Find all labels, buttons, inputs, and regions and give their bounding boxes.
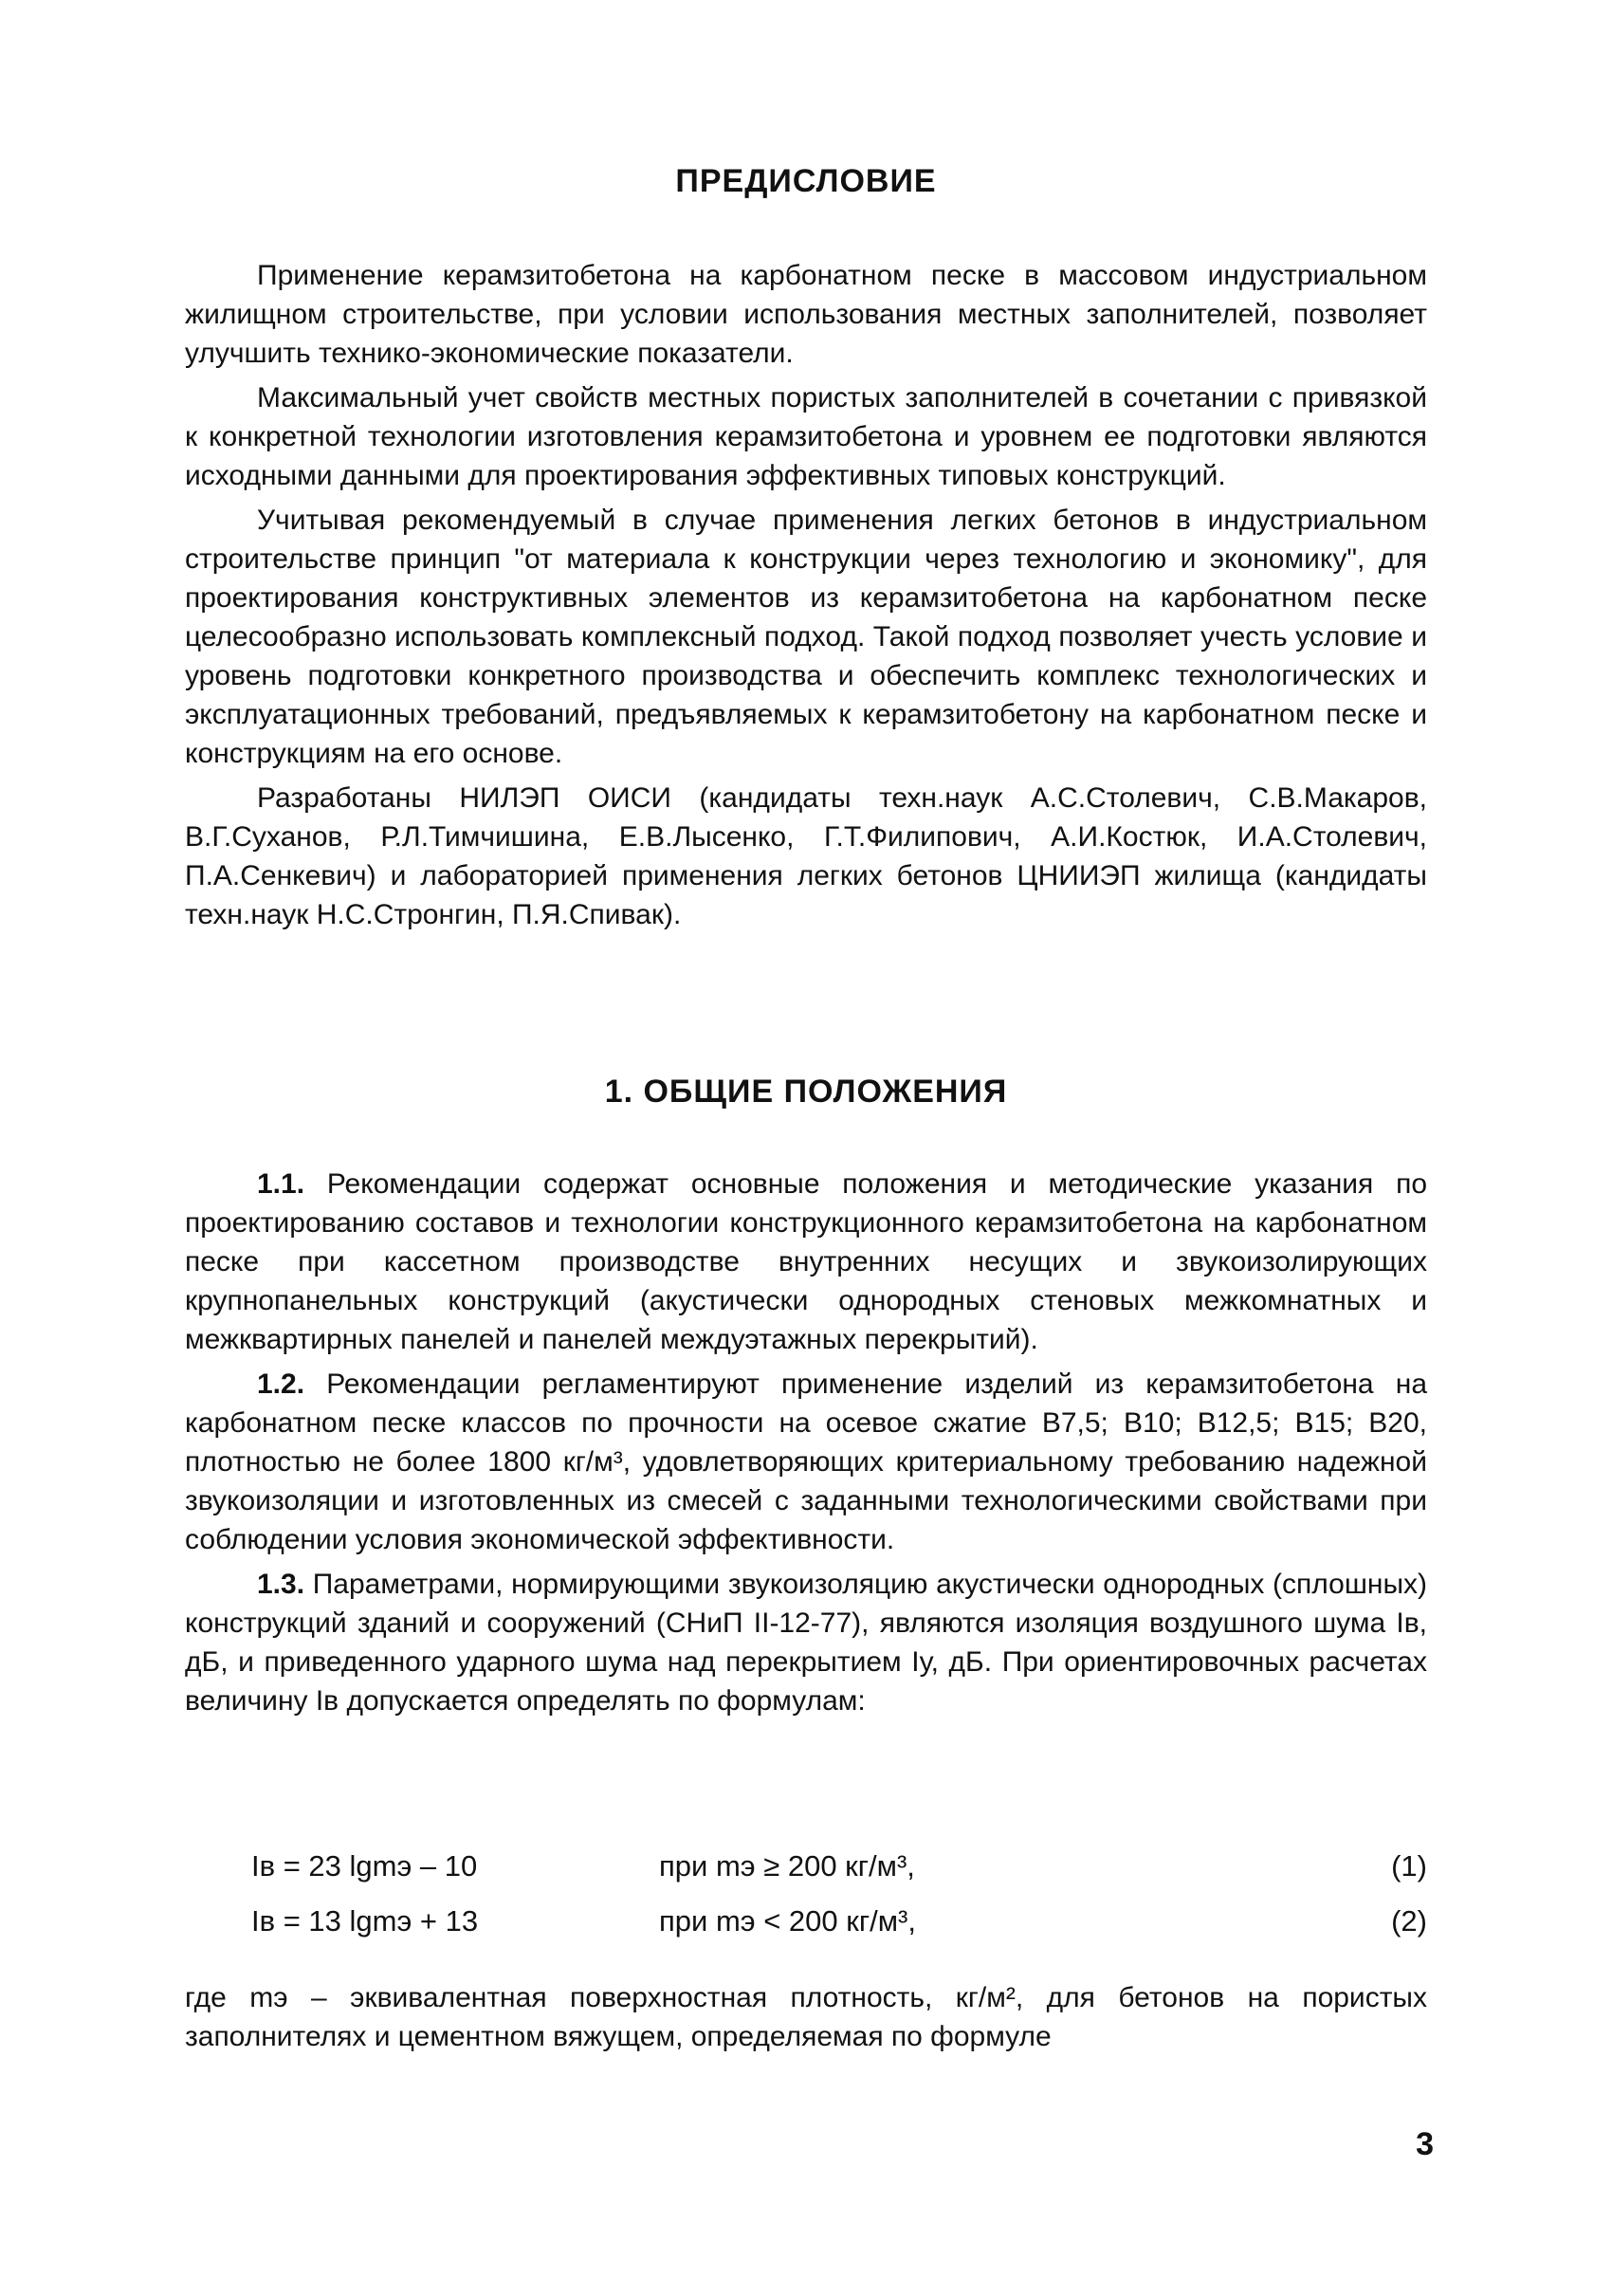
clause bbox=[185, 1565, 1427, 1720]
preface-paragraph: Максимальный учет свойств местных пористых заполнителей в сочетании с привязкой к конкретной технологии изготовления керамзитобетона и уровнем ее подготовки являются исходными данными для проектирования эффективных типовых конструкций. bbox=[185, 382, 1427, 491]
formula-expression: Iв = 23 lgmэ – 10 bbox=[251, 1849, 478, 1883]
preface-paragraph: Учитывая рекомендуемый в случае применения легких бетонов в индустриальном строительстве принцип "от материала к конструкции через технологию и экономику", для проектирования конструктивных элементов из керамзитобетона на карбонатном песке целесообразно использовать комплексный подход. Такой подход позволяет учесть условие и уровень подготовки конкретного производства и обеспечить комплекс технологических и эксплуатационных требований, предъявляемых к керамзитобетону на карбонатном песке и конструкциям на его основе. bbox=[185, 505, 1427, 769]
formula-number: (2) bbox=[1391, 1904, 1427, 1938]
preface-paragraph: Применение керамзитобетона на карбонатном песке в массовом индустриальном жилищном строительстве, при условии использования местных заполнителей, позволяет улучшить технико-экономические показатели. bbox=[185, 260, 1427, 369]
clause bbox=[185, 1365, 1427, 1559]
section-body bbox=[185, 1165, 1427, 1726]
clause bbox=[185, 1165, 1427, 1359]
clause-text: Рекомендации регламентируют применение изделий из керамзитобетона на карбонатном песке классов по прочности на осевое сжатие В7,5; В10; В12,5; В15; В20, плотностью не более 1800 кг/м³, удовлетворяющих критериальному требованию надежной звукоизоляции и изготовленных из смесей с заданными технологическими свойствами при соблюдении условия экономической эффективности. bbox=[185, 1368, 1427, 1555]
formula-explanation-block bbox=[185, 1978, 1427, 2062]
clause-number: 1.1. bbox=[257, 1168, 305, 1200]
clause-text: Рекомендации содержат основные положения и методические указания по проектированию составов и технологии конструкционного керамзитобетона на карбонатном песке при кассетном производстве внутренних несущих и звукоизолирующих крупнопанельных конструкций (акустически однородных стеновых межкомнатных и межквартирных панелей и панелей междуэтажных перекрытий). bbox=[185, 1168, 1428, 1355]
formula-condition: при mэ ≥ 200 кг/м³, bbox=[659, 1849, 915, 1883]
clause-number: 1.2. bbox=[257, 1368, 305, 1400]
formula-1 bbox=[185, 1849, 1427, 1897]
formula-number: (1) bbox=[1391, 1849, 1427, 1883]
page-number: 3 bbox=[1416, 2126, 1434, 2162]
formula-explanation: где mэ – эквивалентная поверхностная плотность, кг/м², для бетонов на пористых заполнителях и цементном вяжущем, определяемая по формуле bbox=[185, 1982, 1427, 2052]
preface-paragraph: Разработаны НИЛЭП ОИСИ (кандидаты техн.наук А.С.Столевич, С.В.Макаров, В.Г.Суханов, Р.Л.Тимчишина, Е.В.Лысенко, Г.Т.Филипович, А.И.Костюк, И.А.Столевич, П.А.Сенкевич) и лабораторией применения легких бетонов ЦНИИЭП жилища (кандидаты техн.наук Н.С.Стронгин, П.Я.Спивак). bbox=[185, 782, 1427, 930]
preface-title: ПРЕДИСЛОВИЕ bbox=[675, 163, 937, 199]
clause-number: 1.3. bbox=[257, 1569, 305, 1600]
formula-2 bbox=[185, 1904, 1427, 1952]
preface-body bbox=[185, 256, 1427, 940]
formula-expression: Iв = 13 lgmэ + 13 bbox=[251, 1904, 479, 1938]
formula-condition: при mэ < 200 кг/м³, bbox=[659, 1904, 916, 1938]
clause-text: Параметрами, нормирующими звукоизоляцию акустически однородных (сплошных) конструкций зданий и сооружений (СНиП II-12-77), являются изоляция воздушного шума Iв, дБ, и приведенного ударного шума над перекрытием Iу, дБ. При ориентировочных расчетах величину Iв допускается определять по формулам: bbox=[185, 1569, 1428, 1717]
section-title: 1. ОБЩИЕ ПОЛОЖЕНИЯ bbox=[604, 1074, 1008, 1110]
